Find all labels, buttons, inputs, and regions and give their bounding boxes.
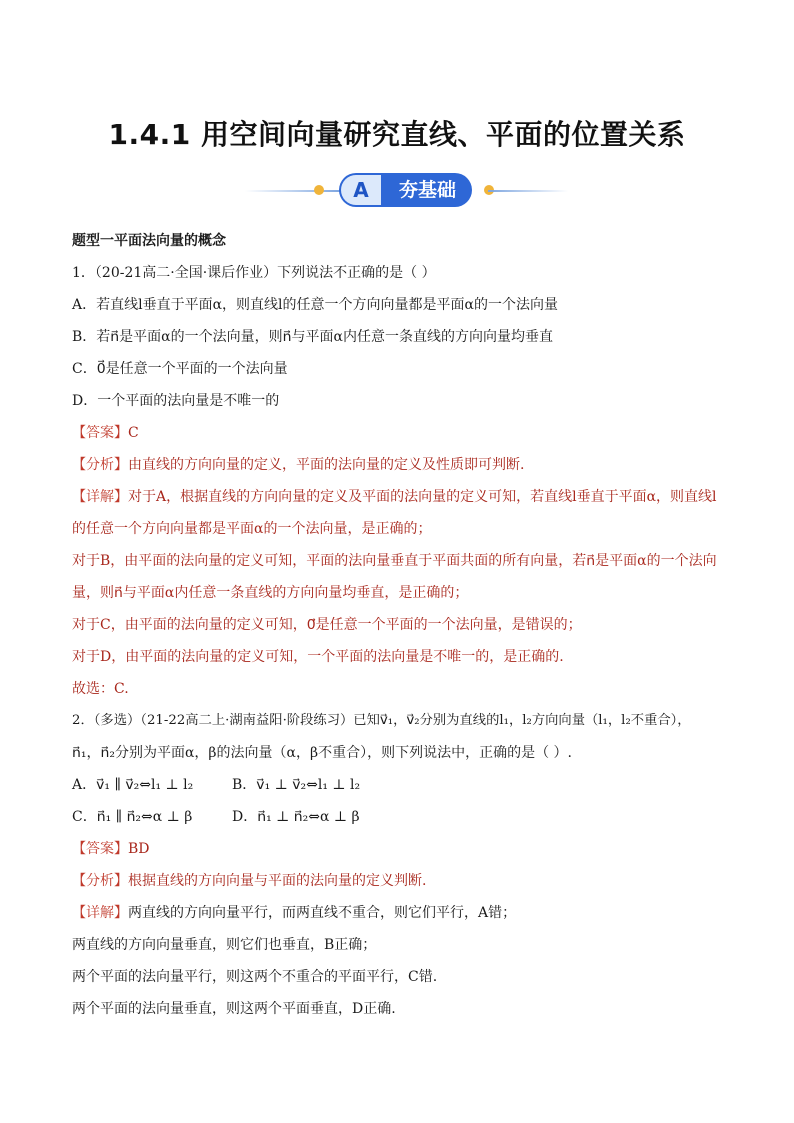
section-banner — [0, 171, 794, 209]
banner-line-right — [488, 190, 568, 192]
banner-line-left — [245, 190, 340, 192]
banner-dot-left — [314, 185, 324, 195]
section-heading: 题型一平面法向量的概念 — [72, 233, 226, 249]
answer-value: C — [128, 425, 139, 441]
q2-options-cd — [72, 801, 728, 833]
q1-detail-3: 对于C，由平面的法向量的定义可知，0⃗是任意一个平面的一个法向量，是错误的； — [72, 617, 582, 633]
q1-option-b: B．若n⃗是平面α的一个法向量，则n⃗与平面α内任意一条直线的方向向量均垂直 — [72, 329, 553, 345]
detail-text: 两直线的方向向量平行，而两直线不重合，则它们平行，A错； — [128, 905, 517, 921]
analysis-tag: 【分析】 — [72, 873, 128, 889]
banner-text: 夯基础 — [398, 179, 456, 201]
q2-option-b: B．v⃗₁ ⊥ v⃗₂⇔l₁ ⊥ l₂ — [232, 777, 361, 793]
page-title: 1.4.1 用空间向量研究直线、平面的位置关系 — [108, 118, 686, 151]
q2-detail-1 — [72, 897, 728, 929]
q1-detail-1 — [72, 481, 728, 545]
analysis-text: 根据直线的方向向量与平面的法向量的定义判断. — [128, 873, 427, 889]
detail-tag: 【详解】 — [72, 905, 128, 921]
q2-option-c: C．n⃗₁ ∥ n⃗₂⇔α ⊥ β — [72, 809, 193, 825]
answer-tag: 【答案】 — [72, 841, 128, 857]
q1-option-d: D．一个平面的法向量是不唯一的 — [72, 393, 280, 409]
q2-detail-2: 两直线的方向向量垂直，则它们也垂直，B正确； — [72, 937, 377, 953]
q1-answer — [72, 417, 728, 449]
banner-letter: A — [341, 175, 381, 205]
q2-detail-3: 两个平面的法向量平行，则这两个不重合的平面平行，C错. — [72, 969, 438, 985]
answer-tag: 【答案】 — [72, 425, 128, 441]
q1-detail-4: 对于D，由平面的法向量的定义可知，一个平面的法向量是不唯一的，是正确的. — [72, 649, 564, 665]
detail-tag: 【详解】 — [72, 489, 128, 505]
q1-option-c: C．0⃗是任意一个平面的一个法向量 — [72, 361, 288, 377]
analysis-text: 由直线的方向向量的定义，平面的法向量的定义及性质即可判断. — [128, 457, 525, 473]
q2-option-a: A．v⃗₁ ∥ v⃗₂⇔l₁ ⊥ l₂ — [72, 777, 194, 793]
analysis-tag: 【分析】 — [72, 457, 128, 473]
q2-analysis — [72, 865, 728, 897]
q1-analysis — [72, 449, 728, 481]
detail-text: 对于A，根据直线的方向向量的定义及平面的法向量的定义可知，若直线l垂直于平面α，则直线l的任意一个方向向量都是平面α的一个法向量，是正确的； — [72, 489, 717, 537]
q2-options-ab — [72, 769, 728, 801]
q2-stem-2: n⃗₁，n⃗₂分别为平面α，β的法向量（α，β不重合），则下列说法中，正确的是（ ）. — [72, 745, 572, 761]
q1-stem: 1．（20-21高二·全国·课后作业）下列说法不正确的是（ ） — [72, 265, 436, 281]
q2-stem-1: 2．（多选）（21-22高二上·湖南益阳·阶段练习）已知v⃗₁，v⃗₂分别为直线的l₁，l₂方向向量（l₁，l₂不重合）， — [72, 713, 691, 728]
banner-pill — [339, 173, 472, 207]
answer-value: BD — [128, 841, 150, 857]
q1-option-a: A．若直线l垂直于平面α，则直线l的任意一个方向向量都是平面α的一个法向量 — [72, 297, 558, 313]
q2-detail-4: 两个平面的法向量垂直，则这两个平面垂直，D正确. — [72, 1001, 396, 1017]
q2-option-d: D．n⃗₁ ⊥ n⃗₂⇔α ⊥ β — [232, 809, 360, 825]
document-body — [72, 225, 728, 1025]
q2-answer — [72, 833, 728, 865]
q1-detail-2: 对于B，由平面的法向量的定义可知，平面的法向量垂直于平面共面的所有向量，若n⃗是平面α的一个法向量，则n⃗与平面α内任意一条直线的方向向量均垂直，是正确的； — [72, 553, 717, 601]
q1-choice: 故选：C. — [72, 681, 129, 697]
